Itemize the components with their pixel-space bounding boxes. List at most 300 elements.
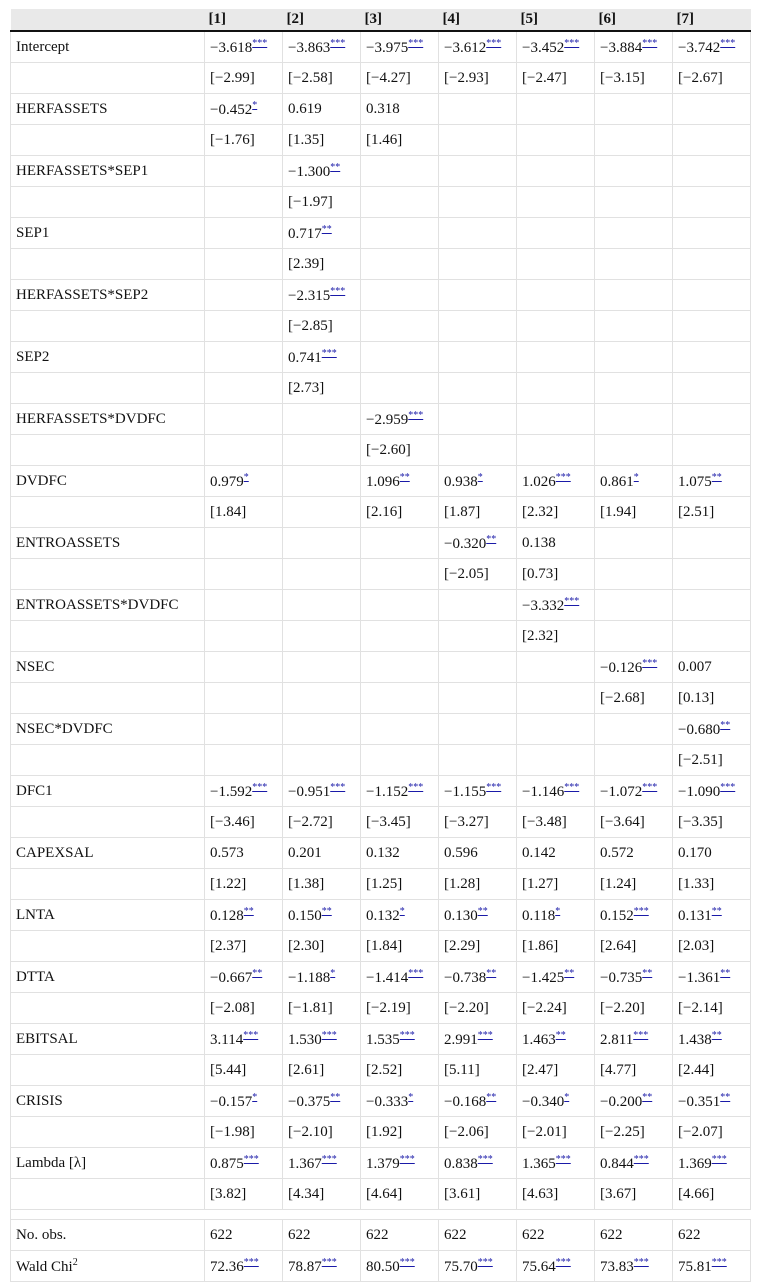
table-cell xyxy=(595,466,673,497)
table-cell xyxy=(361,342,439,373)
table-cell xyxy=(517,1251,595,1282)
table-cell xyxy=(283,1220,361,1251)
cell-value: 1.367 xyxy=(288,1155,322,1172)
cell-value: 1.379 xyxy=(366,1155,400,1172)
table-row xyxy=(11,31,751,63)
significance-link[interactable]: *** xyxy=(243,1256,259,1268)
table-cell xyxy=(361,466,439,497)
table-cell xyxy=(361,714,439,745)
table-cell xyxy=(283,931,361,962)
table-cell xyxy=(283,63,361,94)
significance-link[interactable]: *** xyxy=(477,1256,493,1268)
row-label xyxy=(11,993,205,1024)
table-cell xyxy=(673,31,751,63)
table-cell xyxy=(361,559,439,590)
cell-value: −0.320 xyxy=(444,535,487,552)
significance-link[interactable]: *** xyxy=(321,1153,337,1165)
table-cell xyxy=(595,94,673,125)
row-label-superscript: 2 xyxy=(72,1256,78,1268)
cell-value: [1.94] xyxy=(600,503,637,520)
row-label-text: NSEC xyxy=(16,658,55,675)
table-cell xyxy=(595,1179,673,1210)
table-cell xyxy=(439,931,517,962)
table-cell xyxy=(673,838,751,869)
row-label xyxy=(11,931,205,962)
table-cell xyxy=(595,931,673,962)
row-label-text: EBITSAL xyxy=(16,1030,78,1047)
cell-value: −0.340 xyxy=(522,1093,565,1110)
table-cell xyxy=(205,342,283,373)
table-cell xyxy=(517,342,595,373)
table-cell xyxy=(205,807,283,838)
significance-link[interactable]: *** xyxy=(243,1153,259,1165)
cell-value: [1.87] xyxy=(444,503,481,520)
cell-value: 1.438 xyxy=(678,1031,712,1048)
table-cell xyxy=(283,497,361,528)
significance-link[interactable]: *** xyxy=(642,781,658,793)
table-cell xyxy=(283,311,361,342)
table-cell xyxy=(361,187,439,218)
table-cell xyxy=(595,280,673,311)
table-cell xyxy=(283,1251,361,1282)
table-cell xyxy=(205,652,283,683)
table-cell xyxy=(595,776,673,807)
row-label xyxy=(11,466,205,497)
spacer-cell xyxy=(439,1210,517,1220)
table-cell xyxy=(595,745,673,776)
significance-link[interactable]: ** xyxy=(486,1091,497,1103)
row-label xyxy=(11,94,205,125)
cell-value: [−1.81] xyxy=(288,999,333,1016)
cell-value: 1.535 xyxy=(366,1031,400,1048)
table-cell xyxy=(205,1024,283,1055)
cell-value: 0.150 xyxy=(288,907,322,924)
significance-link[interactable]: ** xyxy=(720,1091,731,1103)
significance-link[interactable]: ** xyxy=(330,161,341,173)
table-cell xyxy=(283,94,361,125)
table-cell xyxy=(595,1220,673,1251)
significance-link[interactable]: *** xyxy=(555,1256,571,1268)
cell-value: [−2.10] xyxy=(288,1123,333,1140)
cell-value: [−1.98] xyxy=(210,1123,255,1140)
cell-value: [2.61] xyxy=(288,1061,325,1078)
cell-value: [−2.07] xyxy=(678,1123,723,1140)
table-cell xyxy=(361,311,439,342)
cell-value: −3.975 xyxy=(366,39,409,56)
table-cell xyxy=(439,1251,517,1282)
table-cell xyxy=(517,187,595,218)
table-cell xyxy=(283,745,361,776)
table-cell xyxy=(517,993,595,1024)
table-cell xyxy=(205,869,283,900)
cell-value: −0.738 xyxy=(444,969,487,986)
table-cell xyxy=(283,373,361,404)
significance-link[interactable]: * xyxy=(252,99,258,111)
cell-value: [2.30] xyxy=(288,937,325,954)
significance-link[interactable]: *** xyxy=(720,781,736,793)
significance-link[interactable]: *** xyxy=(408,37,424,49)
table-cell xyxy=(673,280,751,311)
cell-value: −0.126 xyxy=(600,659,643,676)
cell-value: 1.365 xyxy=(522,1155,556,1172)
significance-link[interactable]: * xyxy=(399,905,405,917)
spacer-cell xyxy=(283,1210,361,1220)
cell-value: −1.592 xyxy=(210,783,253,800)
significance-link[interactable]: * xyxy=(564,1091,570,1103)
table-cell xyxy=(517,714,595,745)
table-cell xyxy=(361,931,439,962)
row-label xyxy=(11,900,205,931)
cell-value: 0.596 xyxy=(444,844,478,861)
significance-link[interactable]: *** xyxy=(330,285,346,297)
significance-link[interactable]: *** xyxy=(408,967,424,979)
table-cell xyxy=(361,528,439,559)
cell-value: [1.27] xyxy=(522,875,559,892)
significance-link[interactable]: * xyxy=(633,471,639,483)
table-cell xyxy=(673,1024,751,1055)
significance-link[interactable]: ** xyxy=(330,1091,341,1103)
table-row xyxy=(11,1251,751,1282)
significance-link[interactable]: * xyxy=(330,967,336,979)
table-cell xyxy=(439,1117,517,1148)
cell-value: [1.33] xyxy=(678,875,715,892)
table-cell xyxy=(283,528,361,559)
significance-link[interactable]: *** xyxy=(408,409,424,421)
significance-link[interactable]: *** xyxy=(711,1153,727,1165)
table-cell xyxy=(517,94,595,125)
significance-link[interactable]: ** xyxy=(252,967,263,979)
table-cell xyxy=(673,1117,751,1148)
table-body xyxy=(11,31,751,1282)
table-cell xyxy=(361,94,439,125)
significance-link[interactable]: * xyxy=(408,1091,414,1103)
table-row xyxy=(11,94,751,125)
significance-link[interactable]: *** xyxy=(486,781,502,793)
header-row xyxy=(11,9,751,31)
cell-value: [−2.68] xyxy=(600,689,645,706)
table-cell xyxy=(205,528,283,559)
cell-value: 0.741 xyxy=(288,349,322,366)
table-cell xyxy=(673,342,751,373)
significance-link[interactable]: *** xyxy=(321,1029,337,1041)
table-row xyxy=(11,993,751,1024)
cell-value: [2.44] xyxy=(678,1061,715,1078)
significance-link[interactable]: *** xyxy=(711,1256,727,1268)
table-row xyxy=(11,497,751,528)
table-cell xyxy=(673,745,751,776)
row-label xyxy=(11,497,205,528)
cell-value: 80.50 xyxy=(366,1258,400,1275)
table-cell xyxy=(205,280,283,311)
table-cell xyxy=(595,435,673,466)
cell-value: 0.619 xyxy=(288,100,322,117)
table-cell xyxy=(205,404,283,435)
significance-link[interactable]: ** xyxy=(486,967,497,979)
cell-value: 3.114 xyxy=(210,1031,244,1048)
table-row xyxy=(11,342,751,373)
table-row xyxy=(11,807,751,838)
row-label xyxy=(11,745,205,776)
significance-link[interactable]: ** xyxy=(555,1029,566,1041)
row-label xyxy=(11,962,205,993)
row-label xyxy=(11,125,205,156)
spacer-cell xyxy=(11,1210,205,1220)
row-label-text: Intercept xyxy=(16,38,70,55)
cell-value: 75.64 xyxy=(522,1258,556,1275)
significance-link[interactable]: *** xyxy=(477,1153,493,1165)
row-label-text: No. obs. xyxy=(16,1226,67,1243)
significance-link[interactable]: *** xyxy=(486,37,502,49)
cell-value: [−2.93] xyxy=(444,69,489,86)
significance-link[interactable]: ** xyxy=(477,905,488,917)
table-cell xyxy=(673,156,751,187)
cell-value: −3.618 xyxy=(210,39,253,56)
table-cell xyxy=(673,404,751,435)
table-cell xyxy=(283,125,361,156)
significance-link[interactable]: *** xyxy=(243,1029,259,1041)
table-cell xyxy=(205,1251,283,1282)
significance-link[interactable]: * xyxy=(555,905,561,917)
table-cell xyxy=(205,776,283,807)
table-cell xyxy=(361,900,439,931)
significance-link[interactable]: ** xyxy=(642,967,653,979)
cell-value: −0.452 xyxy=(210,101,253,118)
cell-value: [4.66] xyxy=(678,1185,715,1202)
significance-link[interactable]: ** xyxy=(720,719,731,731)
cell-value: 622 xyxy=(210,1226,233,1243)
table-cell xyxy=(517,776,595,807)
cell-value: [−1.97] xyxy=(288,193,333,210)
table-cell xyxy=(517,683,595,714)
table-cell xyxy=(283,156,361,187)
row-label xyxy=(11,404,205,435)
table-cell xyxy=(517,1055,595,1086)
significance-link[interactable]: *** xyxy=(633,1153,649,1165)
table-cell xyxy=(283,280,361,311)
cell-value: 622 xyxy=(444,1226,467,1243)
header-model-1: [1] xyxy=(205,9,283,31)
significance-link[interactable]: ** xyxy=(321,905,332,917)
significance-link[interactable]: *** xyxy=(399,1256,415,1268)
table-cell xyxy=(283,218,361,249)
significance-link[interactable]: ** xyxy=(399,471,410,483)
significance-link[interactable]: ** xyxy=(711,1029,722,1041)
significance-link[interactable]: *** xyxy=(408,781,424,793)
cell-value: [2.03] xyxy=(678,937,715,954)
table-row xyxy=(11,1055,751,1086)
cell-value: [1.86] xyxy=(522,937,559,954)
row-label xyxy=(11,621,205,652)
table-row xyxy=(11,1220,751,1251)
spacer-row xyxy=(11,1210,751,1220)
table-cell xyxy=(439,218,517,249)
table-cell xyxy=(595,156,673,187)
table-cell xyxy=(673,125,751,156)
cell-value: [−2.60] xyxy=(366,441,411,458)
table-cell xyxy=(439,714,517,745)
cell-value: [−2.47] xyxy=(522,69,567,86)
row-label-text: SEP2 xyxy=(16,348,50,365)
table-cell xyxy=(205,621,283,652)
cell-value: [2.47] xyxy=(522,1061,559,1078)
table-cell xyxy=(361,404,439,435)
table-cell xyxy=(595,497,673,528)
cell-value: −1.300 xyxy=(288,163,331,180)
table-cell xyxy=(673,590,751,621)
table-cell xyxy=(673,776,751,807)
table-cell xyxy=(439,745,517,776)
table-row xyxy=(11,1179,751,1210)
significance-link[interactable]: ** xyxy=(321,223,332,235)
significance-link[interactable]: *** xyxy=(330,781,346,793)
row-label-text: HERFASSETS*SEP2 xyxy=(16,286,149,303)
table-cell xyxy=(673,497,751,528)
cell-value: [4.77] xyxy=(600,1061,637,1078)
significance-link[interactable]: *** xyxy=(642,657,658,669)
table-header xyxy=(11,9,751,31)
significance-link[interactable]: *** xyxy=(330,37,346,49)
significance-link[interactable]: ** xyxy=(642,1091,653,1103)
table-cell xyxy=(205,745,283,776)
table-cell xyxy=(361,31,439,63)
cell-value: [2.32] xyxy=(522,627,559,644)
table-cell xyxy=(595,559,673,590)
table-row xyxy=(11,280,751,311)
row-label xyxy=(11,590,205,621)
table-cell xyxy=(517,497,595,528)
significance-link[interactable]: *** xyxy=(252,781,268,793)
significance-link[interactable]: *** xyxy=(633,1029,649,1041)
table-cell xyxy=(205,1117,283,1148)
table-row xyxy=(11,1148,751,1179)
significance-link[interactable]: *** xyxy=(564,595,580,607)
table-cell xyxy=(283,466,361,497)
significance-link[interactable]: ** xyxy=(711,471,722,483)
table-cell xyxy=(439,838,517,869)
table-cell xyxy=(283,838,361,869)
cell-value: [−3.27] xyxy=(444,813,489,830)
significance-link[interactable]: *** xyxy=(477,1029,493,1041)
cell-value: −1.414 xyxy=(366,969,409,986)
cell-value: −3.742 xyxy=(678,39,721,56)
significance-link[interactable]: *** xyxy=(399,1029,415,1041)
significance-link[interactable]: * xyxy=(477,471,483,483)
cell-value: [−2.24] xyxy=(522,999,567,1016)
table-cell xyxy=(517,838,595,869)
table-row xyxy=(11,590,751,621)
cell-value: −0.168 xyxy=(444,1093,487,1110)
significance-link[interactable]: *** xyxy=(555,1153,571,1165)
significance-link[interactable]: *** xyxy=(720,37,736,49)
cell-value: −3.612 xyxy=(444,39,487,56)
significance-link[interactable]: *** xyxy=(633,1256,649,1268)
significance-link[interactable]: * xyxy=(252,1091,258,1103)
table-cell xyxy=(517,63,595,94)
cell-value: −0.200 xyxy=(600,1093,643,1110)
significance-link[interactable]: *** xyxy=(321,1256,337,1268)
table-cell xyxy=(205,156,283,187)
cell-value: −1.072 xyxy=(600,783,643,800)
table-cell xyxy=(439,528,517,559)
table-row xyxy=(11,466,751,497)
cell-value: 1.096 xyxy=(366,473,400,490)
row-label xyxy=(11,869,205,900)
table-cell xyxy=(439,94,517,125)
table-row xyxy=(11,249,751,280)
table-row xyxy=(11,714,751,745)
significance-link[interactable]: *** xyxy=(564,37,580,49)
significance-link[interactable]: *** xyxy=(321,347,337,359)
table-cell xyxy=(439,63,517,94)
significance-link[interactable]: *** xyxy=(252,37,268,49)
table-row xyxy=(11,187,751,218)
table-cell xyxy=(595,962,673,993)
table-cell xyxy=(361,590,439,621)
regression-table xyxy=(10,9,751,1282)
significance-link[interactable]: ** xyxy=(486,533,497,545)
significance-link[interactable]: *** xyxy=(564,781,580,793)
table-cell xyxy=(283,187,361,218)
significance-link[interactable]: ** xyxy=(564,967,575,979)
cell-value: −0.680 xyxy=(678,721,721,738)
table-cell xyxy=(439,280,517,311)
table-cell xyxy=(205,497,283,528)
significance-link[interactable]: *** xyxy=(642,37,658,49)
cell-value: 2.991 xyxy=(444,1031,478,1048)
table-cell xyxy=(439,435,517,466)
table-cell xyxy=(517,404,595,435)
table-cell xyxy=(361,1148,439,1179)
cell-value: 0.170 xyxy=(678,844,712,861)
significance-link[interactable]: *** xyxy=(555,471,571,483)
table-cell xyxy=(205,63,283,94)
significance-link[interactable]: *** xyxy=(399,1153,415,1165)
table-cell xyxy=(517,249,595,280)
cell-value: −3.332 xyxy=(522,597,565,614)
significance-link[interactable]: ** xyxy=(711,905,722,917)
table-cell xyxy=(361,218,439,249)
table-cell xyxy=(439,125,517,156)
cell-value: 0.573 xyxy=(210,844,244,861)
table-cell xyxy=(673,1055,751,1086)
significance-link[interactable]: *** xyxy=(633,905,649,917)
cell-value: 622 xyxy=(678,1226,701,1243)
table-cell xyxy=(205,962,283,993)
row-label-text: SEP1 xyxy=(16,224,50,241)
table-cell xyxy=(439,404,517,435)
cell-value: 622 xyxy=(366,1226,389,1243)
significance-link[interactable]: ** xyxy=(720,967,731,979)
table-cell xyxy=(595,1117,673,1148)
table-cell xyxy=(205,1179,283,1210)
table-row xyxy=(11,621,751,652)
cell-value: −1.155 xyxy=(444,783,487,800)
table-cell xyxy=(205,218,283,249)
table-row xyxy=(11,63,751,94)
significance-link[interactable]: * xyxy=(243,471,249,483)
table-cell xyxy=(673,962,751,993)
table-cell xyxy=(205,31,283,63)
table-cell xyxy=(283,404,361,435)
table-row xyxy=(11,559,751,590)
cell-value: [3.61] xyxy=(444,1185,481,1202)
cell-value: −0.951 xyxy=(288,783,331,800)
cell-value: −0.157 xyxy=(210,1093,253,1110)
table-cell xyxy=(205,838,283,869)
table-cell xyxy=(283,1179,361,1210)
table-cell xyxy=(205,94,283,125)
significance-link[interactable]: ** xyxy=(243,905,254,917)
